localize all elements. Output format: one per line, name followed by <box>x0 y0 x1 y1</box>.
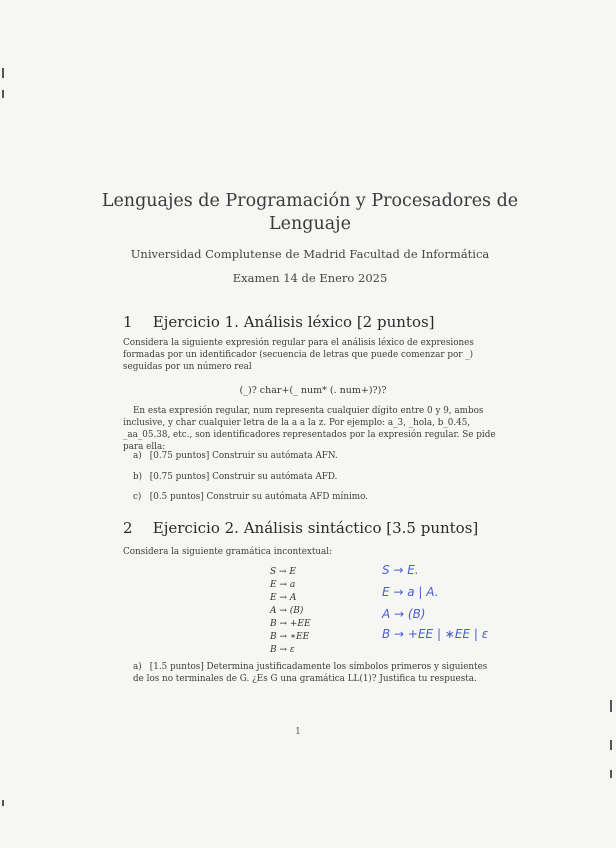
section-2-heading <box>123 519 478 537</box>
item-1a <box>133 450 503 462</box>
scan-mark <box>2 90 4 98</box>
regex-formula: (_)? char+(_ num* (. num+)?)? <box>239 385 387 396</box>
item-text: [0.75 puntos] Construir su autómata AFN. <box>149 451 338 461</box>
section-1-heading <box>123 313 435 331</box>
item-label: c) <box>133 492 142 502</box>
item-2a <box>133 661 493 685</box>
item-text: [0.75 puntos] Construir su autómata AFD. <box>149 472 338 482</box>
grammar-rule: E → a <box>270 580 296 590</box>
handwritten-line: A → (B) <box>382 607 426 621</box>
page-number: 1 <box>295 727 301 737</box>
item-label: a) <box>133 662 142 672</box>
scan-mark <box>610 740 612 750</box>
scan-mark <box>2 800 4 806</box>
section-1-intro: Considera la siguiente expresión regular para el análisis léxico de expresiones formadas por un identificador (secuencia de letras que puede comenzar por _) seguidas por un número real <box>123 338 474 372</box>
title-line-1: Lenguajes de Programación y Procesadores de <box>101 191 519 211</box>
title-line-2: Lenguaje <box>269 214 351 234</box>
section-2-intro: Considera la siguiente gramática incontextual: <box>123 547 333 557</box>
grammar-rule: A → (B) <box>270 606 304 616</box>
handwritten-notes <box>380 560 540 650</box>
affiliation: Universidad Complutense de Madrid Facultad de Informática <box>130 247 490 261</box>
grammar-rule: B → ∗EE <box>270 632 310 642</box>
handwritten-line: E → a | A. <box>382 585 439 599</box>
scan-mark <box>610 700 612 712</box>
handwritten-line: B → +EE | ∗EE | ε <box>382 627 489 641</box>
section-number: 1 <box>123 313 133 331</box>
item-label: a) <box>133 451 142 461</box>
grammar-rules <box>270 566 311 657</box>
scan-mark <box>2 68 4 78</box>
grammar-rule: S → E <box>270 567 296 577</box>
section-title: Ejercicio 1. Análisis léxico [2 puntos] <box>152 313 435 331</box>
item-text: [0.5 puntos] Construir su autómata AFD mínimo. <box>149 492 369 502</box>
document-title <box>100 190 520 236</box>
grammar-rule: B → ε <box>270 645 295 655</box>
section-title: Ejercicio 2. Análisis sintáctico [3.5 puntos] <box>152 519 479 537</box>
grammar-rule: B → +EE <box>270 619 311 629</box>
item-label: b) <box>133 472 143 482</box>
section-1-explanation: En esta expresión regular, num representa cualquier dígito entre 0 y 9, ambos inclusive, y char cualquier letra de la a a la z. Por ejemplo: a_3, _hola, b_0.45, _aa_05.38, etc., son identificadores representados por la expresión regular. Se pide para ella: <box>123 406 496 452</box>
scan-mark <box>610 770 612 778</box>
section-number: 2 <box>123 519 133 537</box>
item-1b <box>133 471 503 483</box>
item-1c <box>133 491 503 503</box>
exam-date: Examen 14 de Enero 2025 <box>232 271 388 285</box>
handwritten-line: S → E. <box>382 563 419 577</box>
item-text: [1.5 puntos] Determina justificadamente los símbolos primeros y siguientes de los no terminales de G. ¿Es G una gramática LL(1)? Justifica tu respuesta. <box>133 662 488 684</box>
grammar-rule: E → A <box>270 593 297 603</box>
